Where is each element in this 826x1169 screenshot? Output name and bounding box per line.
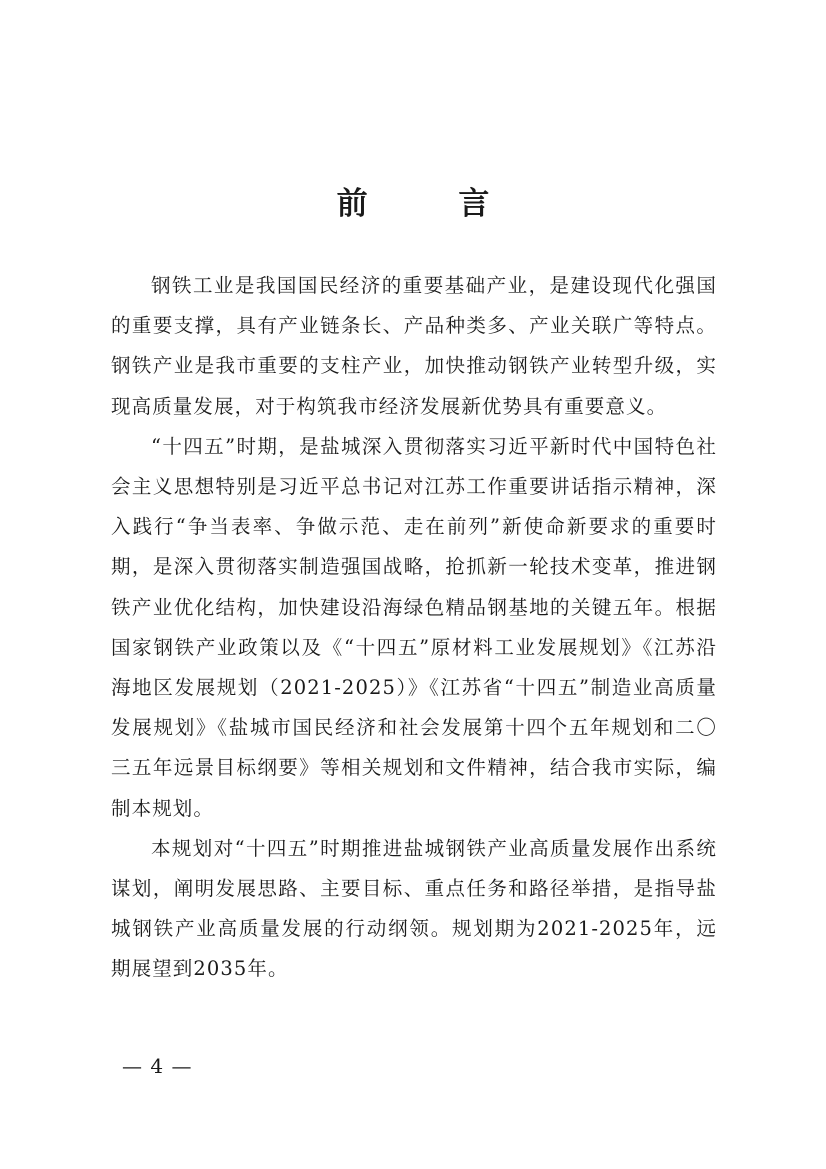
page-title: 前 言 <box>336 186 530 222</box>
paragraph-context: “十四五”时期，是盐城深入贯彻落实习近平新时代中国特色社会主义思想特别是习近平总书记对江苏工作重要讲话指示精神，深入践行“争当表率、争做示范、走在前列”新使命新要求的重要时期，是深入贯彻落实制造强国战略，抢抓新一轮技术变革，推进钢铁产业优化结构，加快建设沿海绿色精品钢基地的关键五年。根据国家钢铁产业政策以及《“十四五”原材料工业发展规划》《江苏沿海地区发展规划（2021-2025）》《江苏省“十四五”制造业高质量发展规划》《盐城市国民经济和社会发展第十四个五年规划和二〇三五年远景目标纲要》等相关规划和文件精神，结合我市实际，编制本规划。 <box>111 434 717 820</box>
body-text <box>111 266 717 990</box>
paragraph-purpose: 本规划对“十四五”时期推进盐城钢铁产业高质量发展作出系统谋划，阐明发展思路、主要目标、重点任务和路径举措，是指导盐城钢铁产业高质量发展的行动纲领。规划期为2021-2025年，远期展望到2035年。 <box>111 836 717 981</box>
page-number: — 4 — <box>122 1054 193 1078</box>
paragraph-intro: 钢铁工业是我国国民经济的重要基础产业，是建设现代化强国的重要支撑，具有产业链条长、产品种类多、产业关联广等特点。钢铁产业是我市重要的支柱产业，加快推动钢铁产业转型升级，实现高质量发展，对于构筑我市经济发展新优势具有重要意义。 <box>111 274 717 418</box>
